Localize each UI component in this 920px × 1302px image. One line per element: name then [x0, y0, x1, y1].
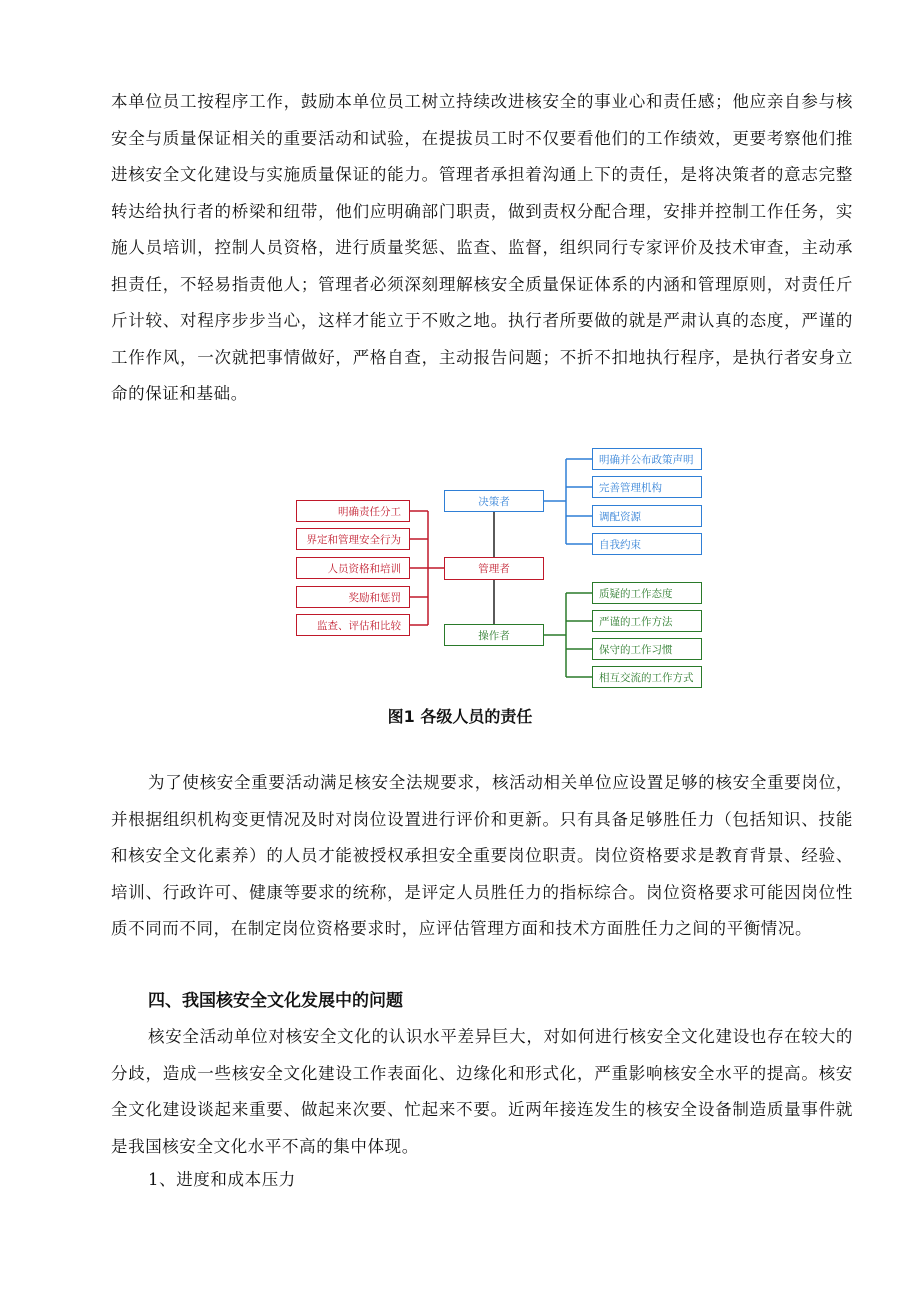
manager-item: 人员资格和培训 [296, 557, 410, 579]
responsibility-diagram [280, 440, 720, 700]
manager-item: 明确责任分工 [296, 500, 410, 522]
paragraph-problems: 核安全活动单位对核安全文化的认识水平差异巨大，对如何进行核安全文化建设也存在较大的分歧，造成一些核安全文化建设工作表面化、边缘化和形式化，严重影响核安全水平的提高。核安全文化建设谈起来重要、做起来次要、忙起来不要。近两年接连发生的核安全设备制造质量事件就是我国核安全文化水平不高的集中体现。 [111, 1027, 853, 1156]
figure-caption: 图1 各级人员的责任 [387, 707, 533, 726]
operator-item: 相互交流的工作方式 [592, 666, 702, 688]
operator-item: 严谨的工作方法 [592, 610, 702, 632]
decision-item: 明确并公布政策声明 [592, 448, 702, 470]
operator-item: 保守的工作习惯 [592, 638, 702, 660]
paragraph-qualifications: 为了使核安全重要活动满足核安全法规要求，核活动相关单位应设置足够的核安全重要岗位，并根据组织机构变更情况及时对岗位设置进行评价和更新。只有具备足够胜任力（包括知识、技能和核安全文化素养）的人员才能被授权承担安全重要岗位职责。岗位资格要求是教育背景、经验、培训、行政许可、健康等要求的统称，是评定人员胜任力的指标综合。岗位资格要求可能因岗位性质不同而不同，在制定岗位资格要求时，应评估管理方面和技术方面胜任力之间的平衡情况。 [111, 773, 853, 938]
decision-item: 调配资源 [592, 505, 702, 527]
node-operator: 操作者 [444, 624, 544, 646]
decision-item: 自我约束 [592, 533, 702, 555]
node-manager: 管理者 [444, 557, 544, 580]
decision-item: 完善管理机构 [592, 476, 702, 498]
section-heading: 四、我国核安全文化发展中的问题 [148, 991, 403, 1011]
paragraph-responsibilities: 本单位员工按程序工作，鼓励本单位员工树立持续改进核安全的事业心和责任感；他应亲自参与核安全与质量保证相关的重要活动和试验，在提拔员工时不仅要看他们的工作绩效，更要考察他们推进核安全文化建设与实施质量保证的能力。管理者承担着沟通上下的责任，是将决策者的意志完整转达给执行者的桥梁和纽带，他们应明确部门职责，做到责权分配合理，安排并控制工作任务，实施人员培训，控制人员资格，进行质量奖惩、监查、监督，组织同行专家评价及技术审查，主动承担责任，不轻易指责他人；管理者必须深刻理解核安全质量保证体系的内涵和管理原则，对责任斤斤计较、对程序步步当心，这样才能立于不败之地。执行者所要做的就是严肃认真的态度，严谨的工作作风，一次就把事情做好，严格自查，主动报告问题；不折不扣地执行程序，是执行者安身立命的保证和基础。 [111, 92, 853, 403]
manager-item: 监查、评估和比较 [296, 614, 410, 636]
subheading: 1、进度和成本压力 [148, 1170, 296, 1189]
manager-item: 奖励和惩罚 [296, 586, 410, 608]
manager-item: 界定和管理安全行为 [296, 528, 410, 550]
node-decision-maker: 决策者 [444, 490, 544, 512]
operator-item: 质疑的工作态度 [592, 582, 702, 604]
